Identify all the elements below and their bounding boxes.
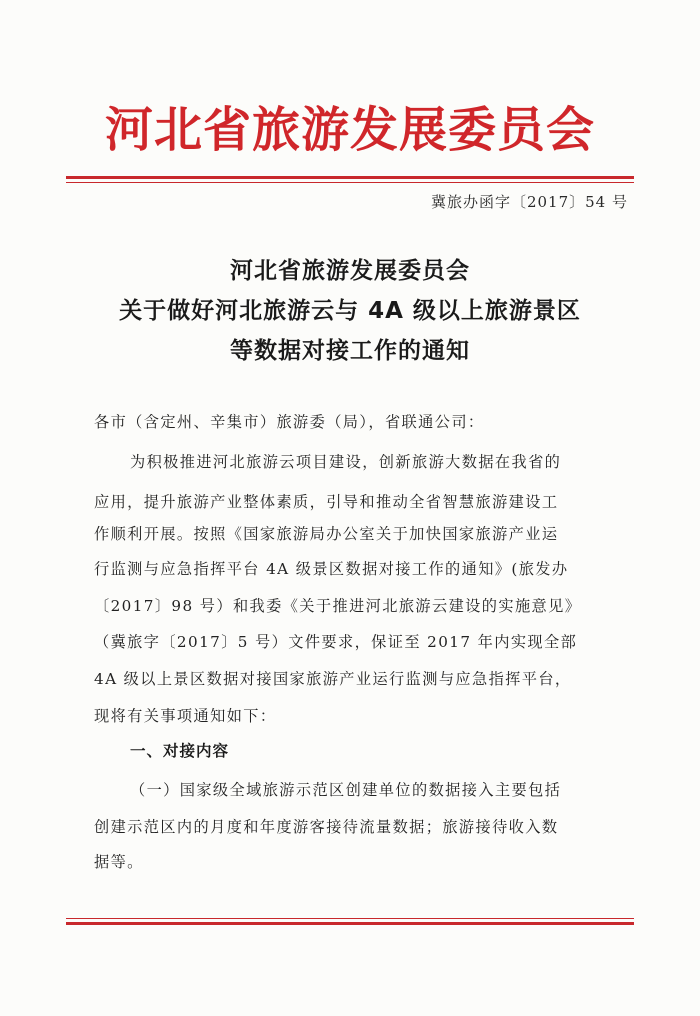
header-rule-thick bbox=[66, 176, 634, 179]
paragraph-line: 〔2017〕98 号）和我委《关于推进河北旅游云建设的实施意见》 bbox=[94, 597, 582, 615]
paragraph-line: 现将有关事项通知如下： bbox=[94, 707, 277, 725]
paragraph-line: （冀旅字〔2017〕5 号）文件要求，保证至 2017 年内实现全部 bbox=[94, 633, 578, 651]
footer-rule-thin bbox=[66, 918, 634, 919]
title-line-2: 关于做好河北旅游云与 4A 级以上旅游景区 bbox=[119, 298, 581, 324]
paragraph-line: （一）国家级全域旅游示范区创建单位的数据接入主要包括 bbox=[130, 781, 562, 799]
paragraph-line: 行监测与应急指挥平台 4A 级景区数据对接工作的通知》(旅发办 bbox=[94, 560, 569, 578]
agency-header: 河北省旅游发展委员会 bbox=[104, 102, 595, 158]
paragraph-line: 应用，提升旅游产业整体素质，引导和推动全省智慧旅游建设工 bbox=[94, 493, 559, 511]
paragraph-line: 4A 级以上景区数据对接国家旅游产业运行监测与应急指挥平台， bbox=[94, 670, 572, 688]
footer-rule-thick bbox=[66, 922, 634, 925]
recipients-line: 各市（含定州、辛集市）旅游委（局），省联通公司： bbox=[94, 413, 485, 431]
paragraph-line: 作顺利开展。按照《国家旅游局办公室关于加快国家旅游产业运 bbox=[94, 525, 559, 543]
header-rule-thin bbox=[66, 182, 634, 183]
title-line-1: 河北省旅游发展委员会 bbox=[230, 258, 470, 284]
title-line-3: 等数据对接工作的通知 bbox=[230, 338, 470, 364]
paragraph-line: 据等。 bbox=[94, 853, 144, 871]
section-heading: 一、对接内容 bbox=[130, 742, 230, 760]
document-number: 冀旅办函字〔2017〕54 号 bbox=[430, 193, 628, 211]
paragraph-line: 为积极推进河北旅游云项目建设，创新旅游大数据在我省的 bbox=[130, 453, 562, 471]
paragraph-line: 创建示范区内的月度和年度游客接待流量数据；旅游接待收入数 bbox=[94, 818, 559, 836]
